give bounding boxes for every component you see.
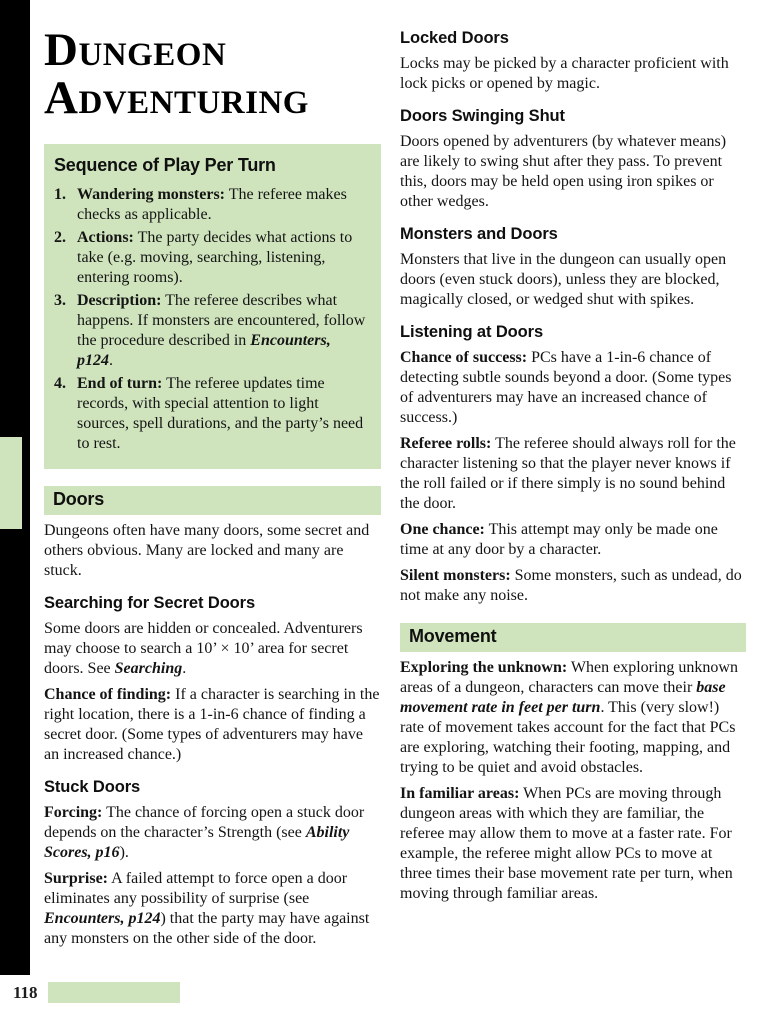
page-number: 118 [13,982,38,1002]
item-text [77,228,369,288]
heading-doors-swinging-shut: Doors Swinging Shut [400,107,565,125]
paragraph-label: Forcing: [44,803,103,821]
text-run: The referee makes checks as applicable. [77,185,347,223]
paragraph-label: Chance of finding: [44,685,172,703]
stuck-paragraph-1 [44,803,381,863]
listening-paragraph-2 [400,434,746,514]
text-run: . [182,659,187,677]
item-number: 1. [54,185,66,203]
cross-reference: Encounters, p124 [77,331,331,369]
section-tab-marker [0,437,22,529]
locked-doors-paragraph: Locks may be picked by a character proficient with lock picks or opened by magic. [400,55,729,92]
searching-paragraph-2 [44,685,381,765]
sequence-item-4 [54,374,369,454]
heading-listening-at-doors: Listening at Doors [400,323,544,341]
heading-locked-doors: Locked Doors [400,29,509,47]
sequence-of-play-box [44,144,381,469]
sequence-item-1 [54,185,369,225]
listening-paragraph-1 [400,348,746,428]
page-content [44,26,746,949]
text-run: PCs have a 1-in-6 chance of detecting subtle sounds beyond a door. (Some types of adventurers may have an increased chance of success.) [400,349,732,426]
title-line-1: Dungeon [44,24,227,76]
text-run: This attempt may only be made one time at any door by a character. [400,521,718,558]
monsters-doors-paragraph: Monsters that live in the dungeon can usually open doors (even stuck doors), unless they are blocked, magically closed, or wedged shut with spikes. [400,251,727,308]
searching-paragraph-1 [44,619,381,679]
page-footer [13,982,180,1003]
paragraph-label: Referee rolls: [400,435,492,452]
item-number: 2. [54,228,66,246]
text-run: If a character is searching in the right location, there is a 1-in-6 chance of finding a secret door. (Some types of adventurers may have an increased chance.) [44,685,380,763]
item-text [77,291,369,371]
sequence-item-3 [54,291,369,371]
text-run: When exploring unknown areas of a dungeon, characters can move their [400,659,738,696]
paragraph-label: Exploring the unknown: [400,659,568,676]
text-run: Some monsters, such as undead, do not make any noise. [400,567,742,604]
page-title [44,26,381,123]
item-text [77,185,369,225]
text-run: The referee describes what happens. If monsters are encountered, follow the procedure described in [77,291,366,349]
left-column [44,26,381,949]
heading-searching-secret-doors: Searching for Secret Doors [44,593,256,612]
listening-paragraph-3 [400,520,746,560]
text-run: ). [119,843,129,861]
cross-reference: Ability Scores, p16 [44,823,350,861]
paragraph-label: Surprise: [44,869,108,887]
item-label: Actions: [77,228,134,246]
paragraph-label: Silent monsters: [400,567,511,584]
heading-stuck-doors: Stuck Doors [44,777,141,796]
sequence-item-2 [54,228,369,288]
listening-paragraph-4 [400,566,746,606]
doors-swinging-paragraph: Doors opened by adventurers (by whatever means) are likely to swing shut after they pass. To prevent this, doors may be held open using iron spikes or other wedges. [400,133,727,210]
text-run: . This (very slow!) rate of movement takes account for the fact that PCs are exploring, watching their footing, mapping, and trying to be quiet and avoid obstacles. [400,699,736,776]
text-run: ) that the party may have against any monsters on the other side of the door. [44,909,370,947]
sequence-box-title: Sequence of Play Per Turn [54,154,276,175]
item-number: 3. [54,291,66,309]
text-run: The party decides what actions to take (e.g. moving, searching, listening, entering rooms). [77,228,353,286]
section-header-doors: Doors [44,486,381,515]
paragraph-label: In familiar areas: [400,785,520,802]
movement-paragraph-1 [400,658,746,778]
item-text [77,374,369,454]
item-label: Wandering monsters: [77,185,225,203]
paragraph-label: One chance: [400,521,485,538]
footer-green-strip [48,982,180,1003]
cross-reference: Encounters, p124 [44,909,161,927]
text-run: The chance of forcing open a stuck door depends on the character’s Strength (see [44,803,365,841]
text-run: A failed attempt to force open a door eliminates any possibility of surprise (see [44,869,348,907]
doors-intro-paragraph: Dungeons often have many doors, some secret and others obvious. Many are locked and many are stuck. [44,521,370,579]
text-run: The referee updates time records, with special attention to light sources, spell durations, and the party’s need to rest. [77,374,364,452]
text-run: When PCs are moving through dungeon areas with which they are familiar, the referee may allow them to move at a faster rate. For example, the referee might allow PCs to move at three times their base movement rate per turn, when moving through familiar areas. [400,785,733,902]
right-column [400,26,746,949]
heading-monsters-and-doors: Monsters and Doors [400,225,558,243]
text-run: The referee should always roll for the character listening so that the player never knows if the roll failed or if there simply is no sound behind the door. [400,435,736,512]
text-run: Some doors are hidden or concealed. Adventurers may choose to search a 10’ × 10’ area for secret doors. See [44,619,363,677]
section-header-movement: Movement [400,623,746,652]
emphasized-term: base movement rate in feet per turn [400,679,726,716]
paragraph-label: Chance of success: [400,349,528,366]
movement-paragraph-2 [400,784,746,904]
title-line-2: Adventuring [44,72,309,125]
item-label: End of turn: [77,374,163,392]
item-label: Description: [77,291,162,309]
cross-reference: Searching [114,659,183,677]
stuck-paragraph-2 [44,869,381,949]
text-run: . [109,351,113,369]
item-number: 4. [54,374,66,392]
